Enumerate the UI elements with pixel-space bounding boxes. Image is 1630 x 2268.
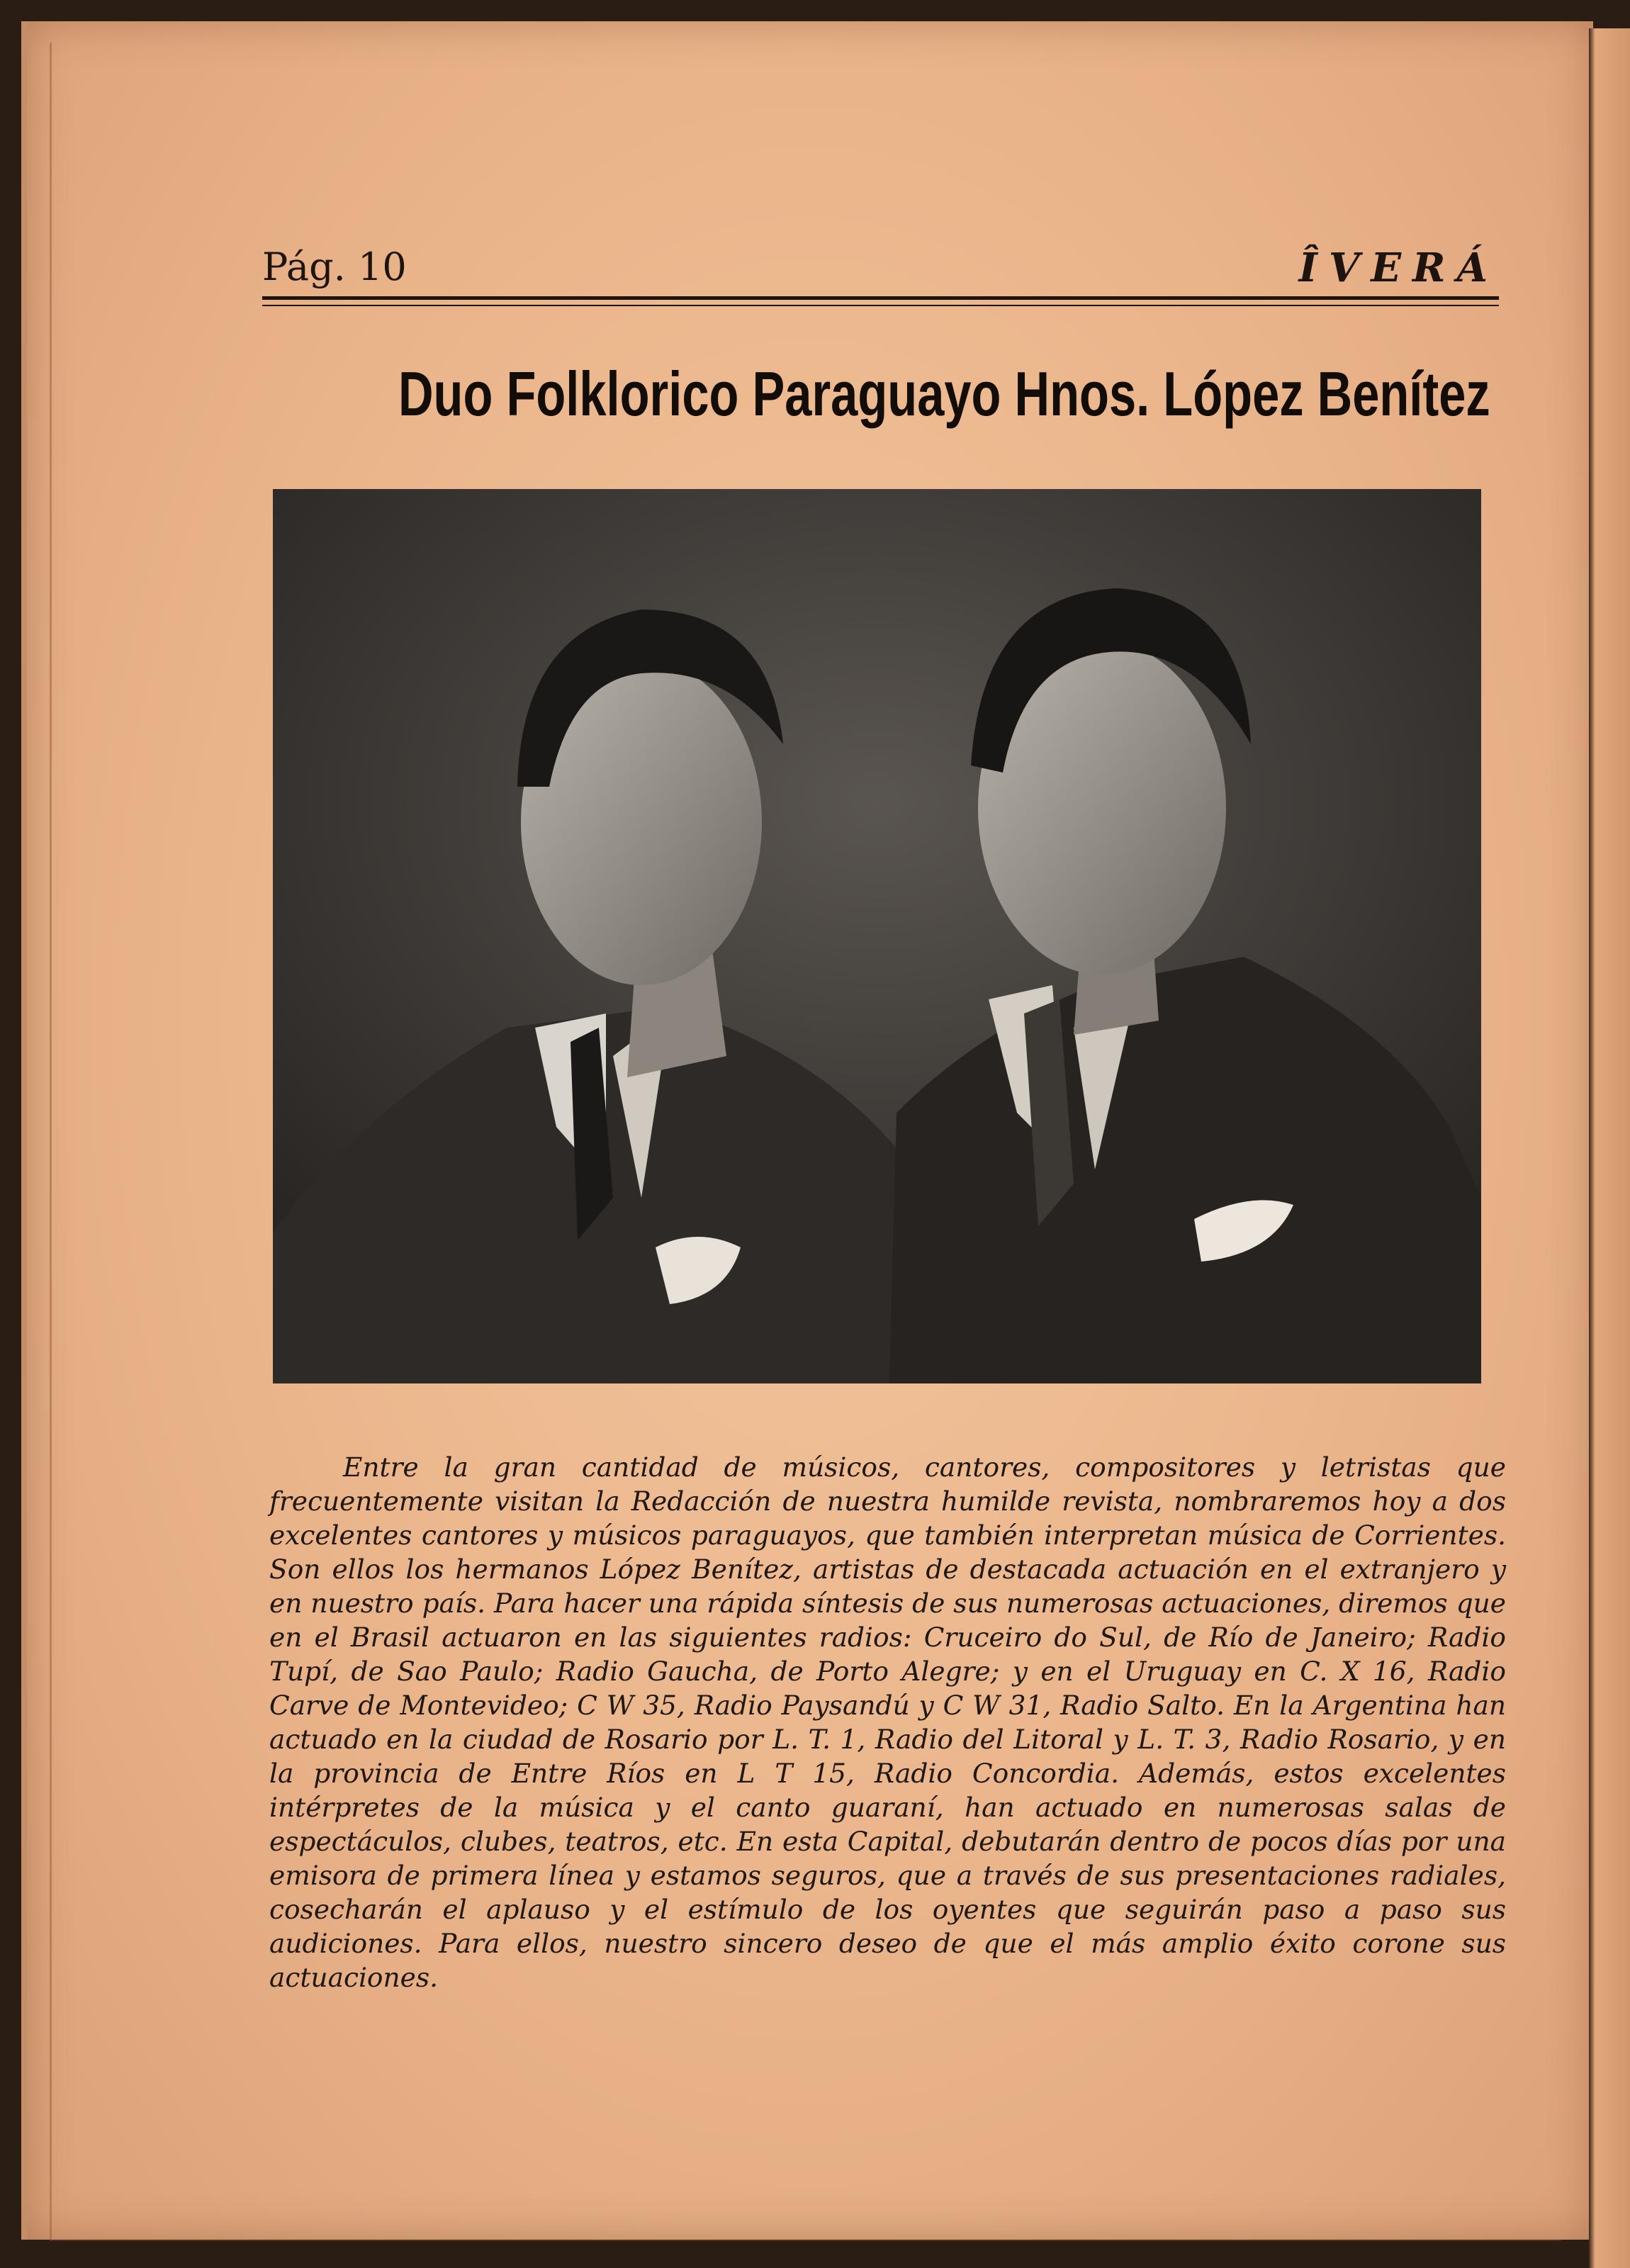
portrait-illustration	[273, 489, 1481, 1383]
article-body: Entre la gran cantidad de músicos, cantores, compositores y letristas que frecuentemente visitan la Redacción de nuestra humilde revista, nombraremos hoy a dos excelentes cantores y músicos paraguayos, que también interpretan música de Corrientes. Son ellos los hermanos López Benítez, artistas de destacada actuación en el extranjero y en nuestro país. Para hacer una rápida síntesis de sus numerosas actuaciones, diremos que en el Brasil actuaron en las siguientes radios: Cruceiro do Sul, de Río de Janeiro; Radio Tupí, de Sao Paulo; Radio Gaucha, de Porto Alegre; y en el Uruguay en C. X 16, Radio Carve de Montevideo; C W 35, Radio Paysandú y C W 31, Radio Salto. En la Argentina han actuado en la ciudad de Rosario por L. T. 1, Radio del Litoral y L. T. 3, Radio Rosario, y en la provincia de Entre Ríos en L T 15, Radio Concordia. Además, estos excelentes intérpretes de la música y el canto guaraní, han actuado en numerosas salas de espectáculos, clubes, teatros, etc. En esta Capital, debutarán dentro de pocos días por una emisora de primera línea y estamos seguros, que a través de sus presentaciones radiales, cosecharán el aplauso y el estímulo de los oyentes que seguirán paso a paso sus audiciones. Para ellos, nuestro sincero deseo de que el más amplio éxito corone sus actuaciones.	[269, 1451, 1506, 1993]
page-header	[262, 245, 1499, 294]
magazine-title: ÎVERÁ	[1298, 245, 1499, 291]
header-rule-thin	[262, 305, 1499, 306]
article-headline: Duo Folklorico Paraguayo Hnos. López Benítez	[398, 359, 1490, 429]
page-number: Pág. 10	[262, 245, 407, 289]
duo-portrait-photo	[273, 489, 1481, 1383]
header-rule-thick	[262, 296, 1499, 300]
book-spine	[1589, 28, 1630, 2268]
